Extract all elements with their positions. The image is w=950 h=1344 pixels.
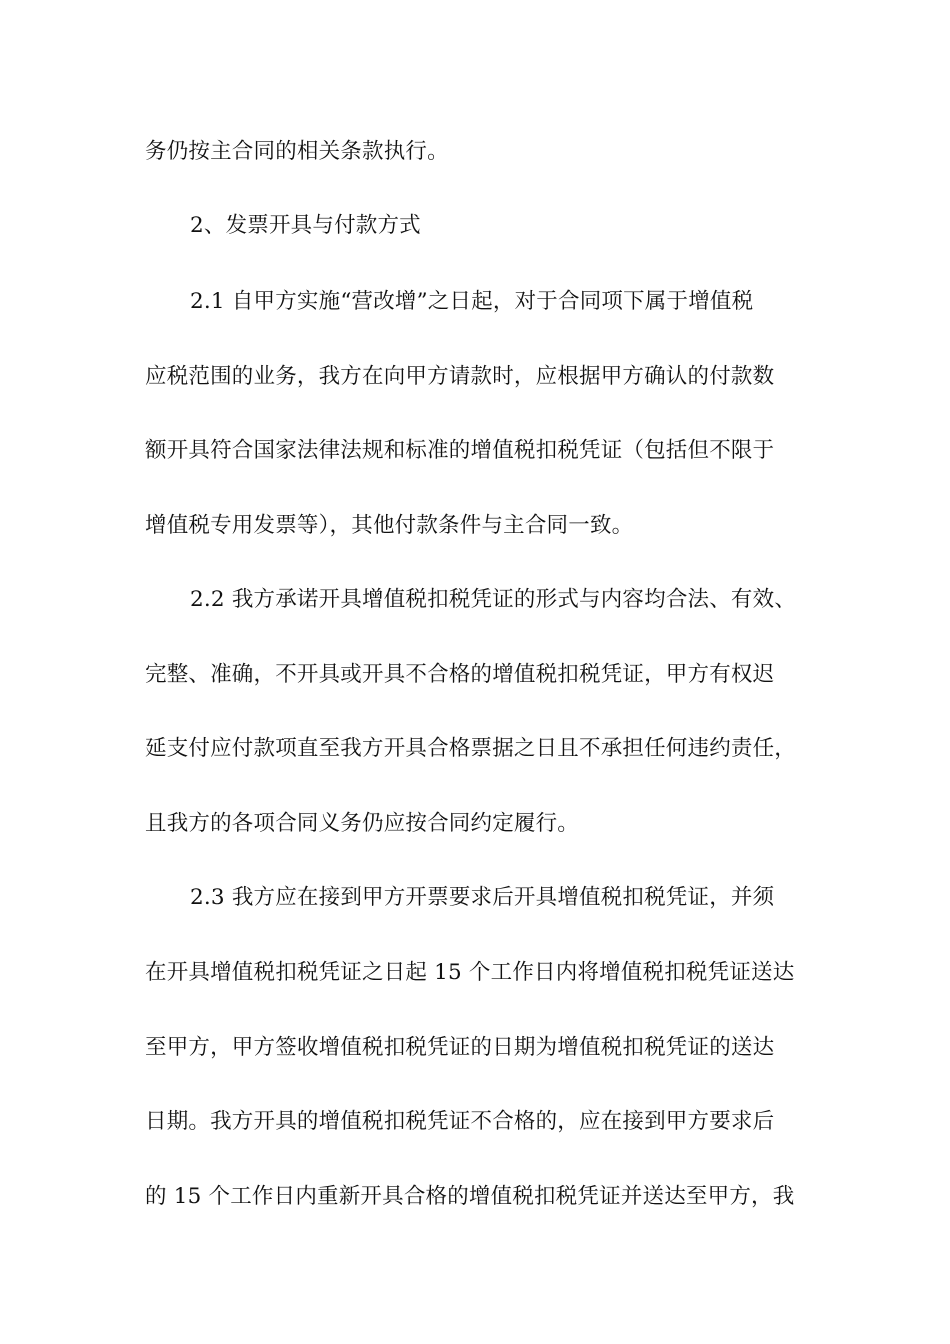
paragraph-line: 2.1 自甲方实施“营改增”之日起，对于合同项下属于增值税 bbox=[190, 289, 754, 314]
paragraph-line: 额开具符合国家法律法规和标准的增值税扣税凭证（包括但不限于 bbox=[145, 438, 775, 463]
paragraph-line: 应税范围的业务，我方在向甲方请款时，应根据甲方确认的付款数 bbox=[145, 364, 775, 389]
paragraph-line: 延支付应付款项直至我方开具合格票据之日且不承担任何违约责任， bbox=[145, 736, 797, 761]
paragraph-line: 的 15 个工作日内重新开具合格的增值税扣税凭证并送达至甲方，我 bbox=[145, 1184, 795, 1209]
paragraph-line: 日期。我方开具的增值税扣税凭证不合格的，应在接到甲方要求后 bbox=[145, 1109, 775, 1134]
text-line: 务仍按主合同的相关条款执行。 bbox=[145, 139, 449, 164]
section-heading: 2、发票开具与付款方式 bbox=[190, 213, 421, 238]
paragraph-line: 在开具增值税扣税凭证之日起 15 个工作日内将增值税扣税凭证送达 bbox=[145, 960, 795, 985]
paragraph-line: 至甲方，甲方签收增值税扣税凭证的日期为增值税扣税凭证的送达 bbox=[145, 1035, 775, 1060]
paragraph-line: 2.3 我方应在接到甲方开票要求后开具增值税扣税凭证，并须 bbox=[190, 885, 775, 910]
paragraph-line: 且我方的各项合同义务仍应按合同约定履行。 bbox=[145, 811, 580, 836]
paragraph-line: 2.2 我方承诺开具增值税扣税凭证的形式与内容均合法、有效、 bbox=[190, 587, 797, 612]
paragraph-line: 增值税专用发票等），其他付款条件与主合同一致。 bbox=[145, 513, 634, 538]
paragraph-line: 完整、准确，不开具或开具不合格的增值税扣税凭证，甲方有权迟 bbox=[145, 662, 775, 687]
